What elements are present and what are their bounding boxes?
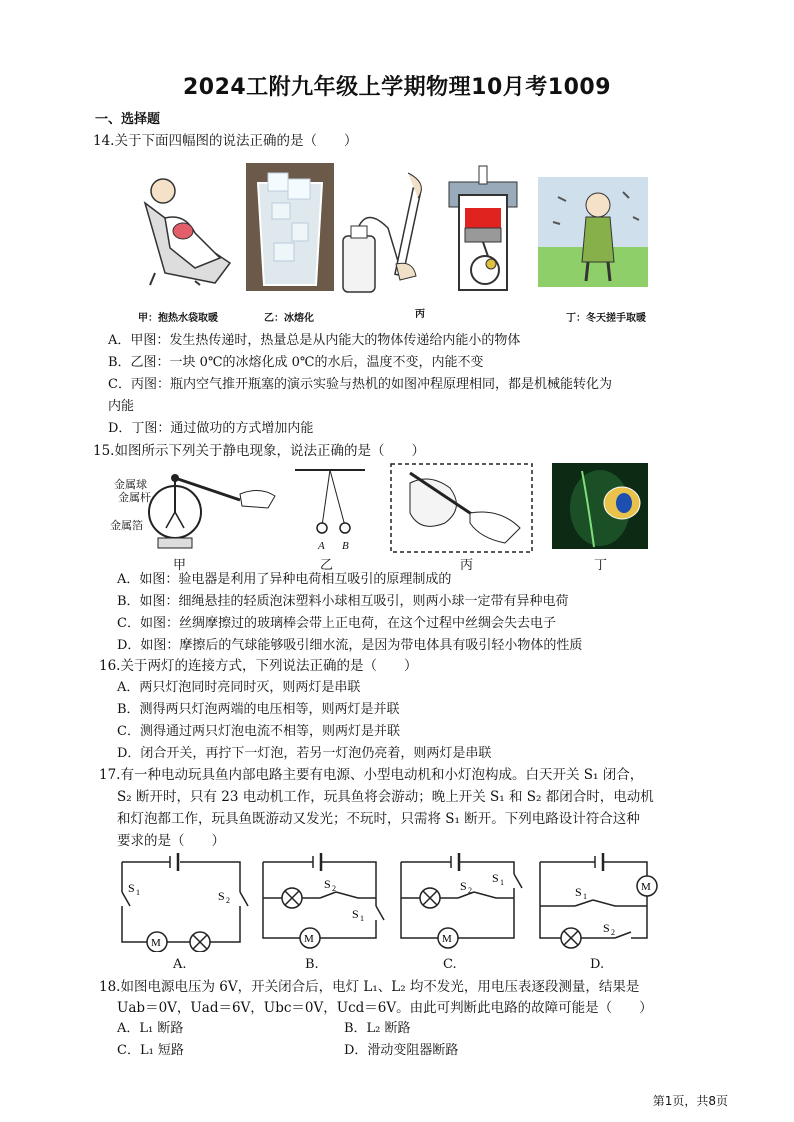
section-heading: 一、选择题 xyxy=(95,112,161,127)
svg-text:2: 2 xyxy=(226,896,230,905)
q15-caption-yi: 乙 xyxy=(320,558,334,573)
q15-figure-hanging-balls xyxy=(290,468,370,538)
page-title: 2024工附九年级上学期物理10月考1009 xyxy=(182,75,612,100)
q15-caption-ding: 丁 xyxy=(594,558,608,573)
q14-figure-engine xyxy=(443,160,523,293)
svg-text:1: 1 xyxy=(136,888,140,897)
q16-option-c: C．测得通过两只灯泡电流不相等，则两灯是并联 xyxy=(117,724,400,739)
q14-caption-ding: 丁：冬天搓手取暖 xyxy=(566,313,646,324)
svg-text:M: M xyxy=(304,933,314,945)
svg-text:S: S xyxy=(352,907,359,921)
q15-option-c: C．如图：丝绸摩擦过的玻璃棒会带上正电荷，在这个过程中丝绸会失去电子 xyxy=(117,616,556,631)
svg-text:S: S xyxy=(460,879,467,893)
q14-option-b: B．乙图：一块 0℃的冰熔化成 0℃的水后，温度不变，内能不变 xyxy=(108,355,484,370)
q17-circuit-d xyxy=(535,852,665,952)
q16-option-b: B．测得两只灯泡两端的电压相等，则两灯是并联 xyxy=(117,702,400,717)
svg-text:M: M xyxy=(442,933,452,945)
q17-a-s1-label: S xyxy=(128,881,135,895)
q15-option-b: B．如图：细绳悬挂的轻质泡沫塑料小球相互吸引，则两小球一定带有异种电荷 xyxy=(117,594,569,609)
svg-text:2: 2 xyxy=(468,886,472,895)
q14-option-a: A．甲图：发生热传递时，热量总是从内能大的物体传递给内能小的物体 xyxy=(108,333,521,348)
q17-caption-a: A. xyxy=(173,957,187,972)
q14-caption-yi: 乙：冰熔化 xyxy=(264,313,314,324)
q17-caption-b: B. xyxy=(305,957,319,972)
svg-text:S: S xyxy=(218,889,225,903)
svg-text:2: 2 xyxy=(611,928,615,937)
q17-line-1: 17.有一种电动玩具鱼内部电路主要有电源、小型电动机和小灯泡构成。白天开关 S₁ 闭合， xyxy=(99,767,644,783)
svg-text:1: 1 xyxy=(360,914,364,923)
q15-stem: 15.如图所示下列关于静电现象，说法正确的是（ ） xyxy=(93,443,425,459)
q14-option-c-cont: 内能 xyxy=(108,399,135,414)
q18-line-2: Uab＝0V，Uad＝6V，Ubc＝0V，Ucd＝6V。由此可判断此电路的故障可能是（ ） xyxy=(117,1000,653,1016)
q17-line-3: 和灯泡都工作，玩具鱼既游动又发光；不玩时，只需将 S₁ 断开。下列电路设计符合这种 xyxy=(117,811,640,827)
q15-option-a: A．如图：验电器是利用了异种电荷相互吸引的原理制成的 xyxy=(117,572,452,587)
q15-caption-bing: 丙 xyxy=(460,558,474,573)
svg-text:1: 1 xyxy=(583,892,587,901)
q15-caption-jia: 甲 xyxy=(173,558,187,573)
q16-option-a: A．两只灯泡同时亮同时灭，则两灯是串联 xyxy=(117,680,361,695)
svg-text:S: S xyxy=(575,885,582,899)
q15-label-metal-rod: 金属杆 xyxy=(118,492,151,504)
q15-label-ball-b: B xyxy=(342,540,349,552)
q18-option-d: D．滑动变阻器断路 xyxy=(344,1043,459,1058)
svg-text:S: S xyxy=(603,921,610,935)
q18-line-1: 18.如图电源电压为 6V，开关闭合后，电灯 L₁、L₂ 均不发光，用电压表逐段测量，结果是 xyxy=(99,979,640,995)
q14-option-c: C．丙图：瓶内空气推开瓶塞的演示实验与热机的如图冲程原理相同，都是机械能转化为 xyxy=(108,377,612,392)
svg-text:M: M xyxy=(151,937,161,949)
q15-figure-balloon-water xyxy=(552,463,648,549)
q18-option-c: C．L₁ 短路 xyxy=(117,1043,184,1058)
q17-line-2: S₂ 断开时，只有 23 电动机工作，玩具鱼将会游动；晚上开关 S₁ 和 S₂ 都闭合时，电动机 xyxy=(117,789,654,805)
q15-option-d: D．如图：摩擦后的气球能够吸引细水流，是因为带电体具有吸引轻小物体的性质 xyxy=(117,638,583,653)
svg-text:M: M xyxy=(641,881,651,893)
svg-text:1: 1 xyxy=(500,878,504,887)
q14-stem: 14.关于下面四幅图的说法正确的是（ ） xyxy=(93,133,358,149)
q14-option-d: D．丁图：通过做功的方式增加内能 xyxy=(108,421,314,436)
svg-text:S: S xyxy=(324,877,331,891)
svg-text:S: S xyxy=(492,871,499,885)
q18-option-a: A．L₁ 断路 xyxy=(117,1021,184,1036)
q14-figure-ice-glass xyxy=(246,163,334,291)
q17-line-4: 要求的是（ ） xyxy=(117,833,225,849)
q14-caption-bing: 丙 xyxy=(415,309,425,320)
q16-stem: 16.关于两灯的连接方式，下列说法正确的是（ ） xyxy=(99,658,418,674)
q15-label-metal-ball: 金属球 xyxy=(114,479,147,491)
q18-option-b: B．L₂ 断路 xyxy=(344,1021,411,1036)
q17-circuit-a xyxy=(112,852,252,952)
q15-figure-silk-rod xyxy=(390,463,533,553)
q17-caption-c: C. xyxy=(443,957,457,972)
q17-caption-d: D. xyxy=(590,957,605,972)
q15-label-metal-foil: 金属箔 xyxy=(110,520,143,532)
q14-figure-hot-water-bag xyxy=(125,163,240,288)
q17-circuit-b xyxy=(258,852,388,952)
svg-text:2: 2 xyxy=(332,884,336,893)
q14-figure-bottle-pump xyxy=(338,168,433,296)
q14-figure-rubbing-hands xyxy=(538,177,648,287)
q16-option-d: D．闭合开关，再拧下一灯泡，若另一灯泡仍亮着，则两灯是串联 xyxy=(117,746,492,761)
page-footer: 第1页，共8页 xyxy=(652,1094,728,1108)
q17-circuit-c xyxy=(396,852,526,952)
q14-caption-jia: 甲：抱热水袋取暖 xyxy=(138,313,218,324)
q15-label-ball-a: A xyxy=(318,540,325,552)
